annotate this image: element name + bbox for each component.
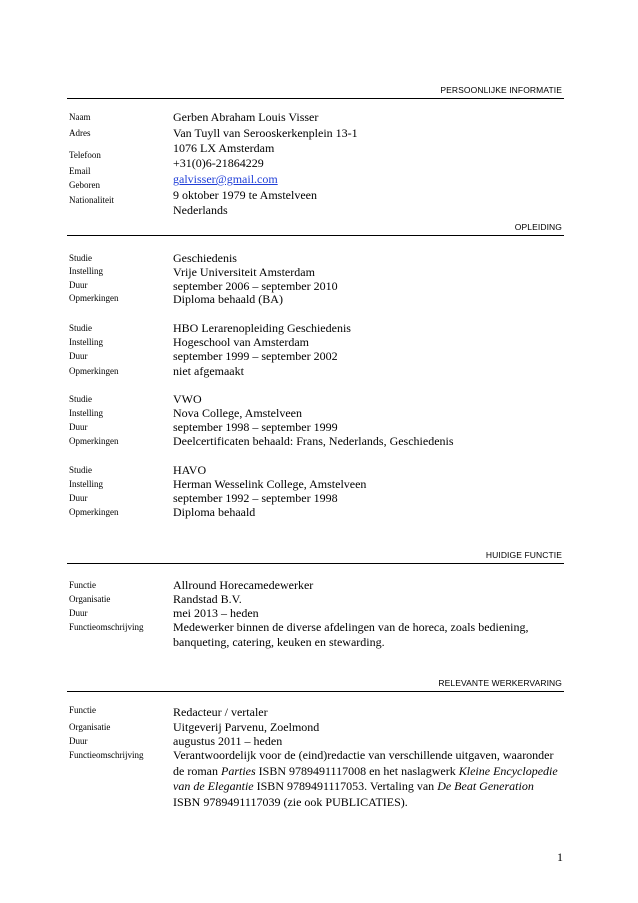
value-studie: VWO [173,392,202,406]
label-functieomschrijving: Functieomschrijving [69,622,144,632]
section-header-experience [67,671,564,692]
value-omschrijving-line2: banqueting, catering, keuken en stewarding. [173,635,385,649]
value-opmerkingen: Diploma behaald [173,505,256,519]
title-beat-generation: De Beat Generation [437,779,534,793]
value-duur: augustus 2011 – heden [173,734,283,748]
label-studie: Studie [69,323,93,333]
value-nationaliteit: Nederlands [173,203,228,217]
title-kleine-encyclopedie: Kleine Encyclopedie van de Elegantie [173,763,558,793]
label-duur: Duur [69,736,88,746]
section-header-education [67,215,564,236]
label-duur: Duur [69,280,88,290]
label-adres: Adres [69,128,91,138]
label-functieomschrijving: Functieomschrijving [69,750,144,760]
value-duur: september 1998 – september 1999 [173,420,338,434]
title-parties: Parties [220,763,256,778]
section-title-current-job: HUIDIGE FUNCTIE [485,550,562,560]
label-duur: Duur [69,422,88,432]
value-duur: september 1992 – september 1998 [173,491,338,505]
label-nationaliteit: Nationaliteit [69,195,114,205]
section-title-experience: RELEVANTE WERKERVARING [438,678,562,688]
section-title-personal: PERSOONLIJKE INFORMATIE [440,85,562,95]
value-naam: Gerben Abraham Louis Visser [173,110,319,124]
value-functie: Redacteur / vertaler [173,705,268,719]
value-adres-line2: 1076 LX Amsterdam [173,141,275,155]
label-duur: Duur [69,493,88,503]
value-duur: mei 2013 – heden [173,606,259,620]
label-opmerkingen: Opmerkingen [69,366,119,376]
value-opmerkingen: Diploma behaald (BA) [173,292,283,306]
label-studie: Studie [69,465,93,475]
label-naam: Naam [69,112,91,122]
value-functie: Allround Horecamedewerker [173,578,314,592]
label-functie: Functie [69,705,96,715]
section-header-personal [67,78,564,99]
label-opmerkingen: Opmerkingen [69,507,119,517]
value-instelling: Vrije Universiteit Amsterdam [173,265,315,279]
value-instelling: Nova College, Amstelveen [173,406,302,420]
label-telefoon: Telefoon [69,150,101,160]
section-title-education: OPLEIDING [514,222,562,232]
value-opmerkingen: niet afgemaakt [173,364,244,378]
value-duur: september 1999 – september 2002 [173,349,338,363]
label-instelling: Instelling [69,408,103,418]
value-telefoon: +31(0)6-21864229 [173,156,264,170]
email-link[interactable]: galvisser@gmail.com [173,172,278,186]
label-organisatie: Organisatie [69,722,111,732]
label-opmerkingen: Opmerkingen [69,293,119,303]
value-omschrijving: Verantwoordelijk voor de (eind)redactie van verschillende uitgaven, waaronder de roman Parties ISBN 9789491117008 en het naslagwerk Kleine Encyclopedie van de Elegantie ISBN 9789491117053. Vertaling van De Beat Generation ISBN 9789491117039 (zie ook PUBLICATIES). [173,748,558,809]
value-studie: HAVO [173,463,207,477]
value-instelling: Herman Wesselink College, Amstelveen [173,477,367,491]
page-number: 1 [557,850,563,864]
value-instelling: Hogeschool van Amsterdam [173,335,309,349]
section-header-current-job [67,543,564,564]
label-instelling: Instelling [69,337,103,347]
value-adres-line1: Van Tuyll van Serooskerkenplein 13-1 [173,126,358,140]
value-opmerkingen: Deelcertificaten behaald: Frans, Nederlands, Geschiedenis [173,434,454,448]
label-geboren: Geboren [69,180,100,190]
label-email: Email [69,166,91,176]
label-organisatie: Organisatie [69,594,111,604]
label-studie: Studie [69,394,93,404]
value-studie: HBO Lerarenopleiding Geschiedenis [173,321,351,335]
label-instelling: Instelling [69,266,103,276]
label-duur: Duur [69,351,88,361]
label-opmerkingen: Opmerkingen [69,436,119,446]
value-geboren: 9 oktober 1979 te Amstelveen [173,188,317,202]
value-studie: Geschiedenis [173,251,237,265]
value-omschrijving-line1: Medewerker binnen de diverse afdelingen van de horeca, zoals bediening, [173,620,529,634]
label-instelling: Instelling [69,479,103,489]
value-duur: september 2006 – september 2010 [173,279,338,293]
label-duur: Duur [69,608,88,618]
label-functie: Functie [69,580,96,590]
value-organisatie: Randstad B.V. [173,592,242,606]
label-studie: Studie [69,253,93,263]
value-organisatie: Uitgeverij Parvenu, Zoelmond [173,720,320,734]
